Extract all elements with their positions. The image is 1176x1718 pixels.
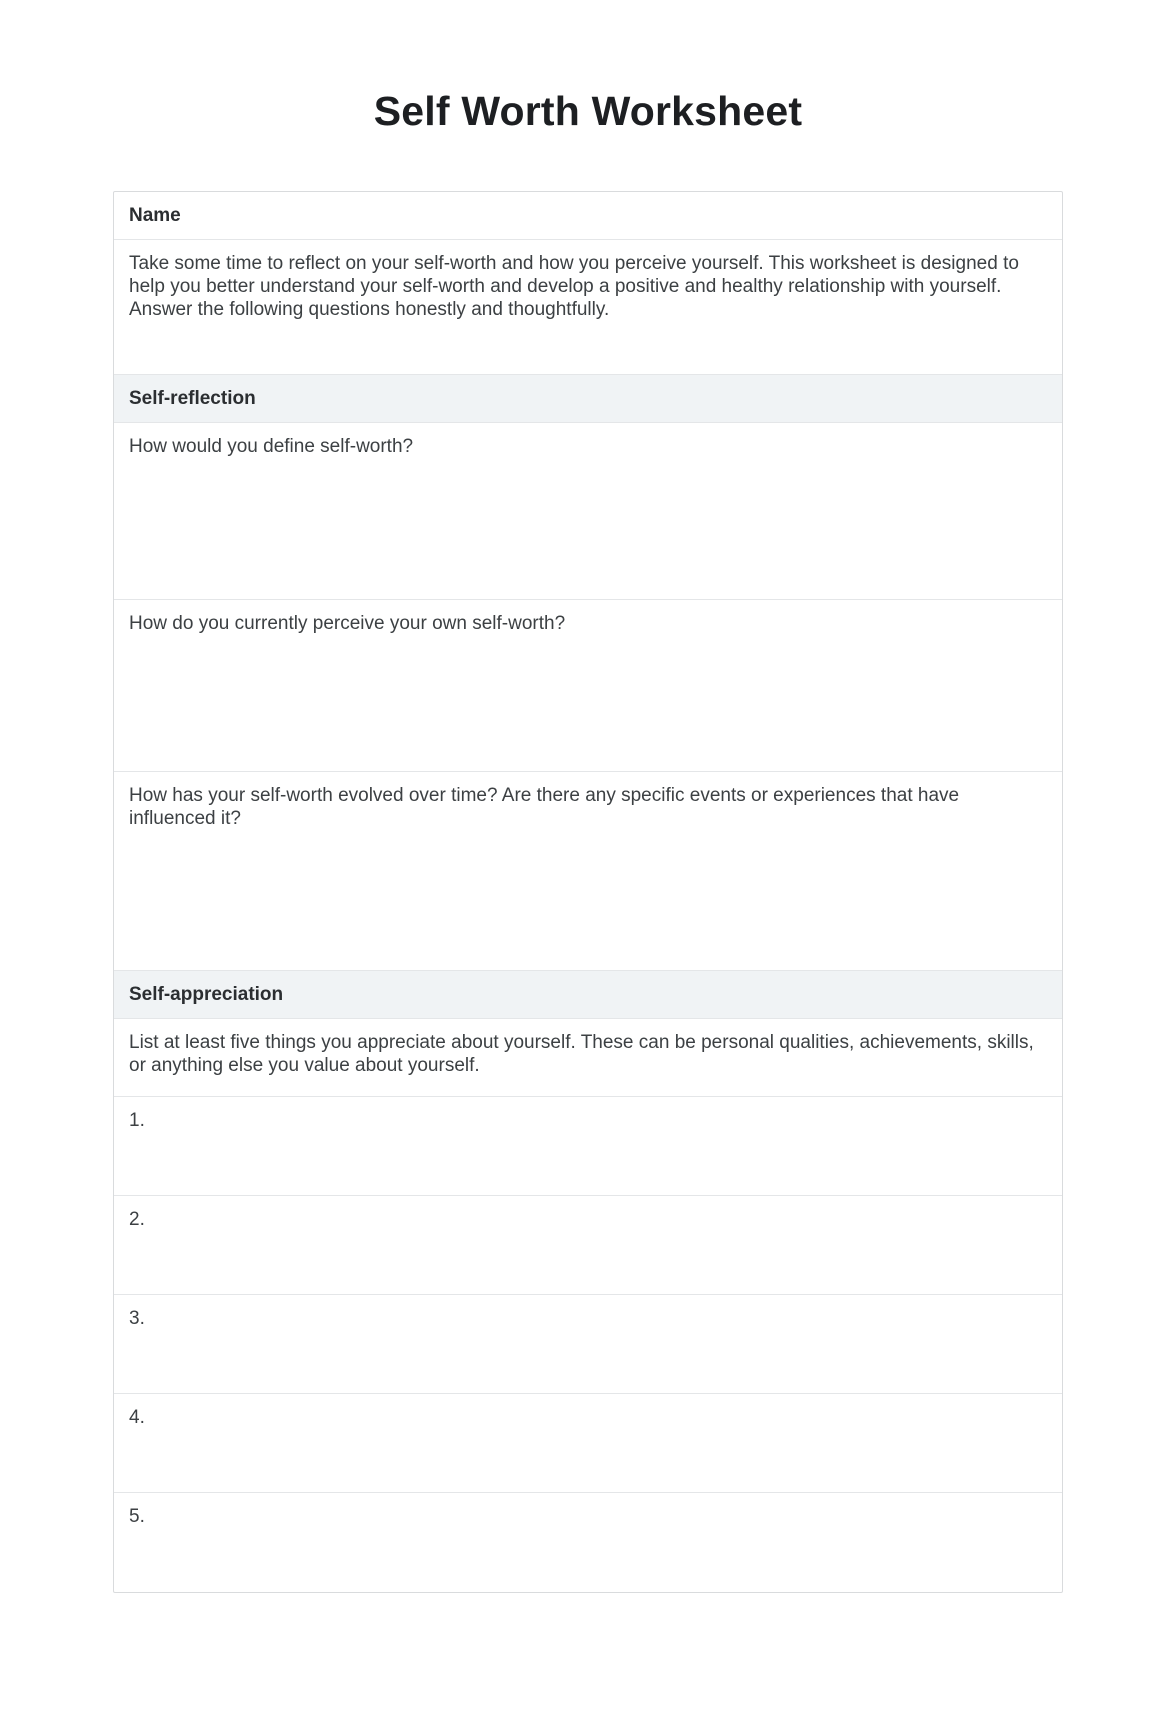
- question-text: How do you currently perceive your own self-worth?: [129, 613, 566, 634]
- section-header-self-reflection: [114, 375, 1062, 423]
- list-item-row-5: [114, 1493, 1062, 1592]
- answer-space[interactable]: [129, 635, 1047, 759]
- item-number: 1.: [129, 1110, 145, 1131]
- page-title: Self Worth Worksheet: [373, 88, 803, 134]
- list-instructions-row: [114, 1019, 1062, 1097]
- list-item-row-1: [114, 1097, 1062, 1196]
- item-number: 5.: [129, 1506, 145, 1527]
- section-title: Self-reflection: [129, 388, 256, 409]
- intro-text: Take some time to reflect on your self-worth and how you perceive yourself. This worksheet is designed to help you better understand your self-worth and develop a positive and healthy relationship with yourself. Answer the following questions honestly and thoughtfully.: [129, 253, 1019, 320]
- question-row-define-self-worth: [114, 423, 1062, 600]
- answer-space[interactable]: [129, 1231, 1047, 1282]
- list-item-row-2: [114, 1196, 1062, 1295]
- intro-row: [114, 240, 1062, 375]
- name-field-row[interactable]: [114, 192, 1062, 240]
- worksheet-table: [113, 191, 1063, 1593]
- answer-space[interactable]: [129, 1429, 1047, 1480]
- question-row-self-worth-evolved: [114, 772, 1062, 971]
- question-text: How has your self-worth evolved over time? Are there any specific events or experiences that have influenced it?: [129, 785, 960, 829]
- question-row-perceive-self-worth: [114, 600, 1062, 772]
- answer-space[interactable]: [129, 1132, 1047, 1183]
- section-header-self-appreciation: [114, 971, 1062, 1019]
- answer-space[interactable]: [129, 1528, 1047, 1580]
- section-title: Self-appreciation: [129, 984, 284, 1005]
- item-number: 4.: [129, 1407, 145, 1428]
- answer-space[interactable]: [129, 1330, 1047, 1381]
- list-item-row-4: [114, 1394, 1062, 1493]
- answer-space[interactable]: [129, 830, 1047, 958]
- question-text: How would you define self-worth?: [129, 436, 414, 457]
- answer-space[interactable]: [129, 458, 1047, 587]
- item-number: 3.: [129, 1308, 145, 1329]
- name-label: Name: [129, 205, 181, 226]
- list-instructions-text: List at least five things you appreciate about yourself. These can be personal qualities, achievements, skills, or anything else you value about yourself.: [129, 1032, 1034, 1076]
- list-item-row-3: [114, 1295, 1062, 1394]
- item-number: 2.: [129, 1209, 145, 1230]
